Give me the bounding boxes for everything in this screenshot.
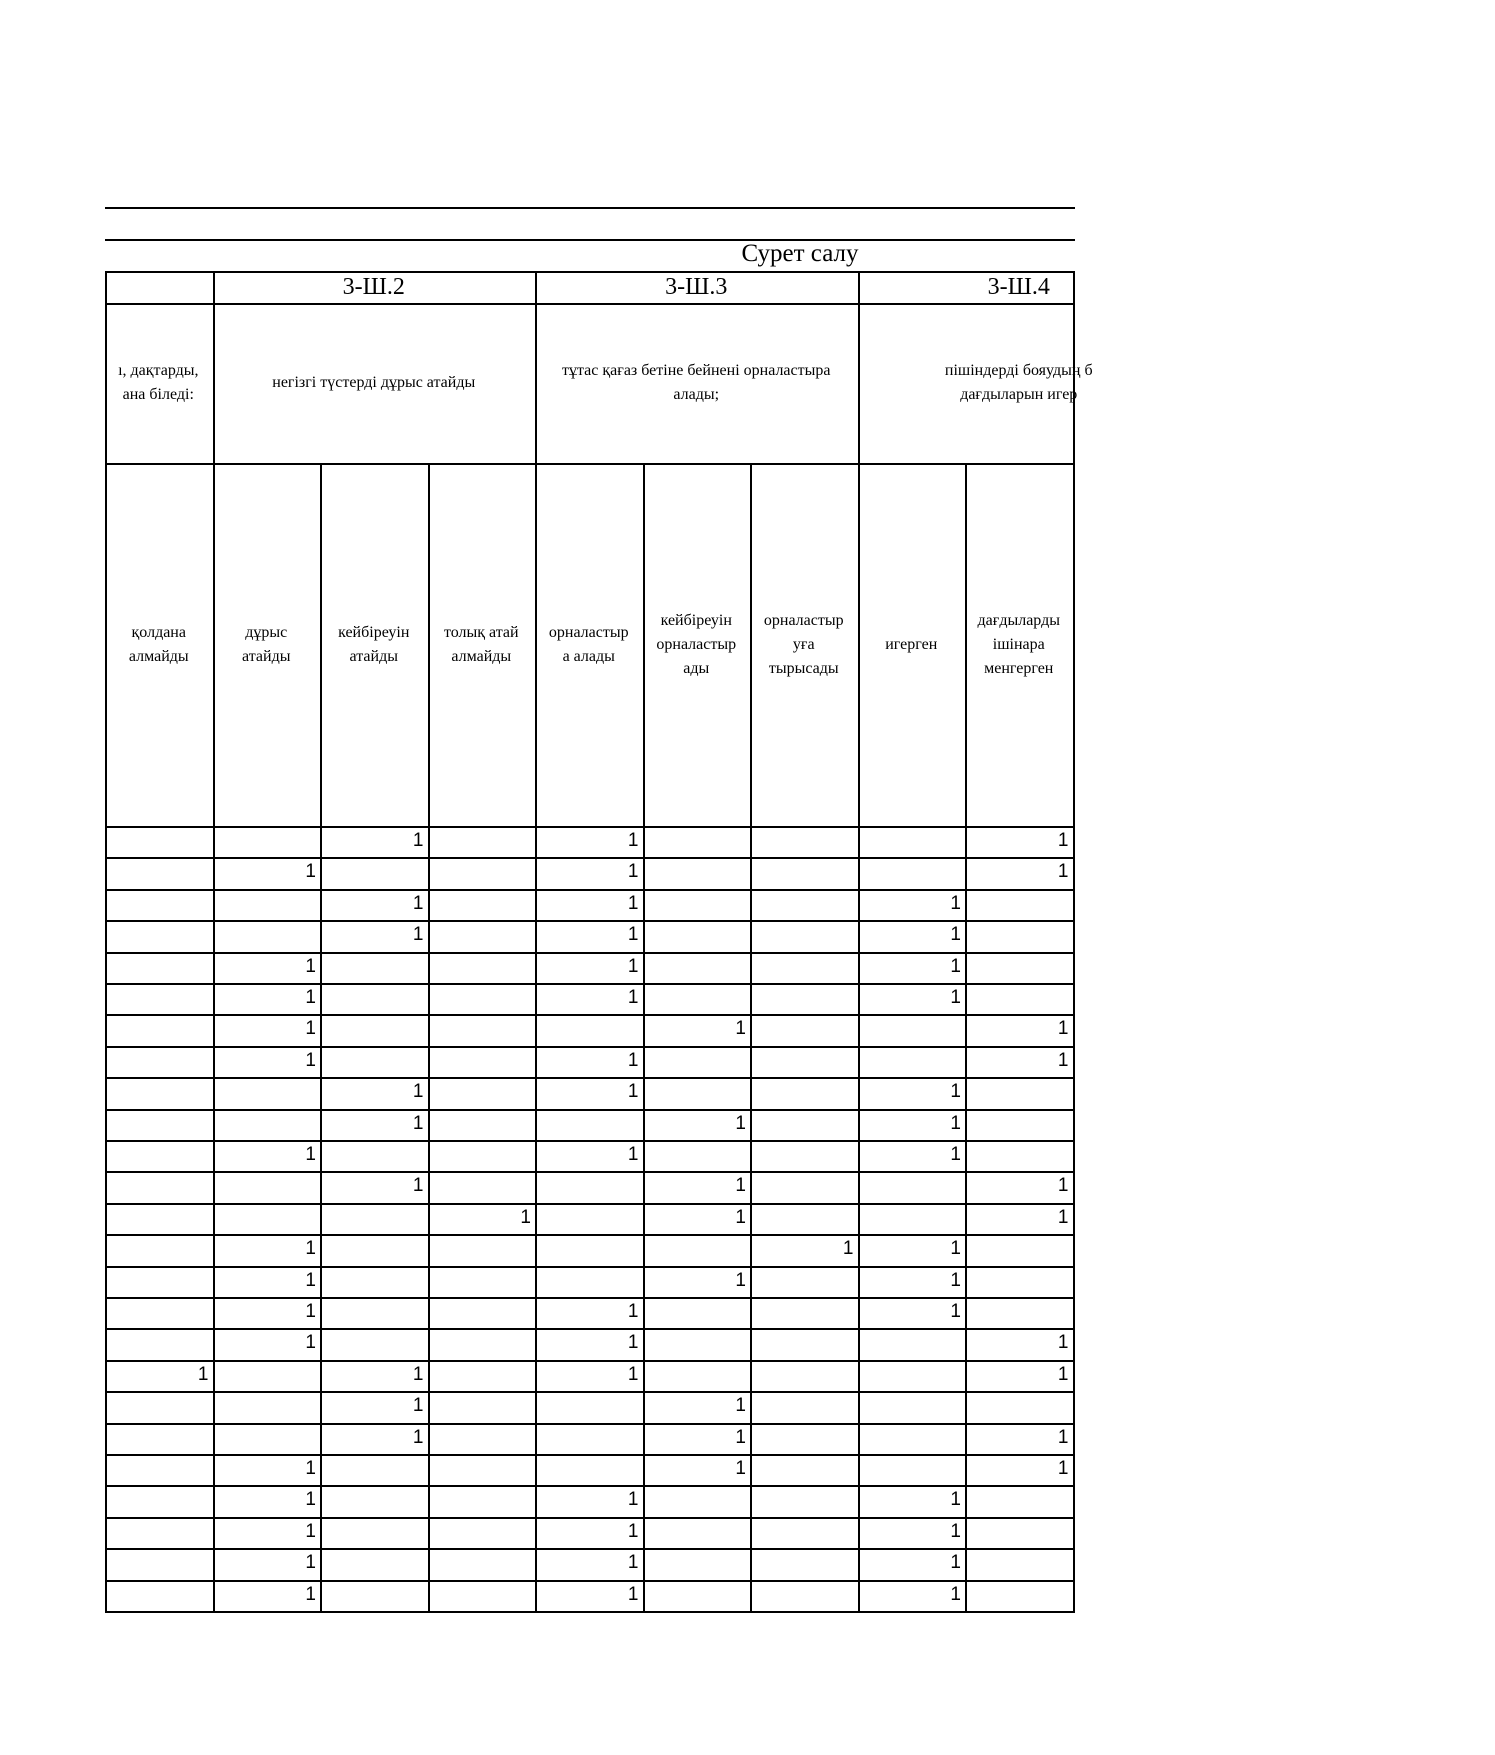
cell-mark: 1 [412,892,424,914]
cell-mark: 1 [412,1112,424,1134]
cell-mark: 1 [305,987,316,1008]
group-description: пішіндерді бояудың б дағдыларын игер [944,362,1093,403]
cell-mark: 1 [735,1175,746,1197]
cell-mark: 1 [305,1458,316,1479]
section-title: Сурет салу [741,240,859,267]
cell-mark: 1 [627,987,639,1008]
cell-mark: 1 [1057,1175,1069,1197]
group-description: ı, дақтарды, ана біледі: [118,362,199,403]
cell-mark: 1 [950,1238,961,1260]
column-header: орналастыр уға тырысады [763,611,844,677]
table-border [105,239,1075,241]
group-code [105,271,213,303]
cell-mark: 1 [412,1081,424,1103]
cell-mark: 1 [520,1206,531,1228]
cell-mark: 1 [735,1018,746,1040]
cell-mark: 1 [1057,1426,1069,1448]
cell-mark: 1 [305,861,316,883]
cell-mark: 1 [412,1363,424,1385]
column-header: толық атай алмайды [443,623,519,665]
cell-mark: 1 [1057,861,1069,883]
cell-mark: 1 [1057,830,1069,851]
cell-mark: 1 [735,1458,746,1479]
cell-mark: 1 [627,924,639,946]
cell-mark: 1 [735,1426,746,1448]
cell-mark: 1 [305,1269,316,1291]
cell-mark: 1 [950,1269,961,1291]
group-code: 3-Ш.4 [987,273,1050,300]
cell-mark: 1 [950,1520,961,1542]
cell-mark: 1 [412,924,424,946]
assessment-table [105,207,1093,1613]
cell-mark: 1 [412,1175,424,1197]
cell-mark: 1 [627,830,639,851]
group-code: 3-Ш.3 [665,273,728,300]
group-description: негізгі түстерді дұрыс атайды [272,374,476,391]
cell-mark: 1 [950,1301,961,1322]
cell-mark: 1 [412,1426,424,1448]
cell-mark: 1 [627,1049,639,1071]
table-right-border [1073,271,1075,1611]
row-border [105,1171,1075,1173]
cell-mark: 1 [627,1081,639,1103]
cell-mark: 1 [627,861,639,883]
cell-mark: 1 [950,987,961,1008]
cell-mark: 1 [1057,1206,1069,1228]
cell-mark: 1 [950,1552,961,1574]
cell-mark: 1 [305,1552,316,1574]
cell-mark: 1 [305,1489,316,1511]
cell-mark: 1 [950,1081,961,1103]
cell-mark: 1 [305,1018,316,1040]
column-header: қолдана алмайды [128,623,189,665]
row-border [105,1203,1075,1205]
cell-mark: 1 [305,1238,316,1260]
cell-mark: 1 [305,1583,316,1605]
cell-mark: 1 [950,924,961,946]
cell-mark: 1 [627,892,639,914]
cell-mark: 1 [627,1332,639,1354]
cell-mark: 1 [305,1144,316,1165]
cell-mark: 1 [197,1363,209,1385]
cell-mark: 1 [735,1269,746,1291]
cell-mark: 1 [627,955,639,977]
row-border [105,1391,1075,1393]
cell-mark: 1 [1057,1363,1069,1385]
cell-mark: 1 [950,892,961,914]
cell-mark: 1 [735,1395,746,1417]
cell-mark: 1 [950,1112,961,1134]
column-header: игерген [885,635,938,653]
cell-mark: 1 [627,1301,639,1322]
cell-mark: 1 [950,1489,961,1511]
cell-mark: 1 [412,1395,424,1417]
cell-mark: 1 [1057,1458,1069,1479]
row-border [105,1423,1075,1425]
cell-mark: 1 [950,955,961,977]
cell-mark: 1 [735,1206,746,1228]
column-header: кейбіреуін орналастыр ады [656,611,737,677]
cell-mark: 1 [412,830,424,851]
cell-mark: 1 [627,1552,639,1574]
column-header: орналастыр а алады [548,623,629,665]
cell-mark: 1 [305,1520,316,1542]
cell-mark: 1 [1057,1332,1069,1354]
row-border [105,1611,1075,1613]
table-top-border [105,207,1075,209]
column-header: кейбіреуін атайды [338,623,410,665]
cell-mark: 1 [842,1238,854,1260]
cell-mark: 1 [305,955,316,977]
cell-mark: 1 [627,1144,639,1165]
cell-mark: 1 [950,1144,961,1165]
cell-mark: 1 [627,1583,639,1605]
cell-mark: 1 [305,1301,316,1322]
cell-mark: 1 [627,1520,639,1542]
cell-mark: 1 [1057,1049,1069,1071]
cell-mark: 1 [735,1112,746,1134]
column-header: дағдыларды ішінара менгерген [977,611,1060,677]
column-header: дұрыс атайды [242,623,291,665]
group-description: тұтас қағаз бетіне бейнені орналастыра алады; [562,362,831,403]
cell-mark: 1 [950,1583,961,1605]
cell-mark: 1 [305,1332,316,1354]
cell-mark: 1 [627,1363,639,1385]
group-code: 3-Ш.2 [342,273,405,300]
cell-mark: 1 [1057,1018,1069,1040]
cell-mark: 1 [305,1049,316,1071]
cell-mark: 1 [627,1489,639,1511]
